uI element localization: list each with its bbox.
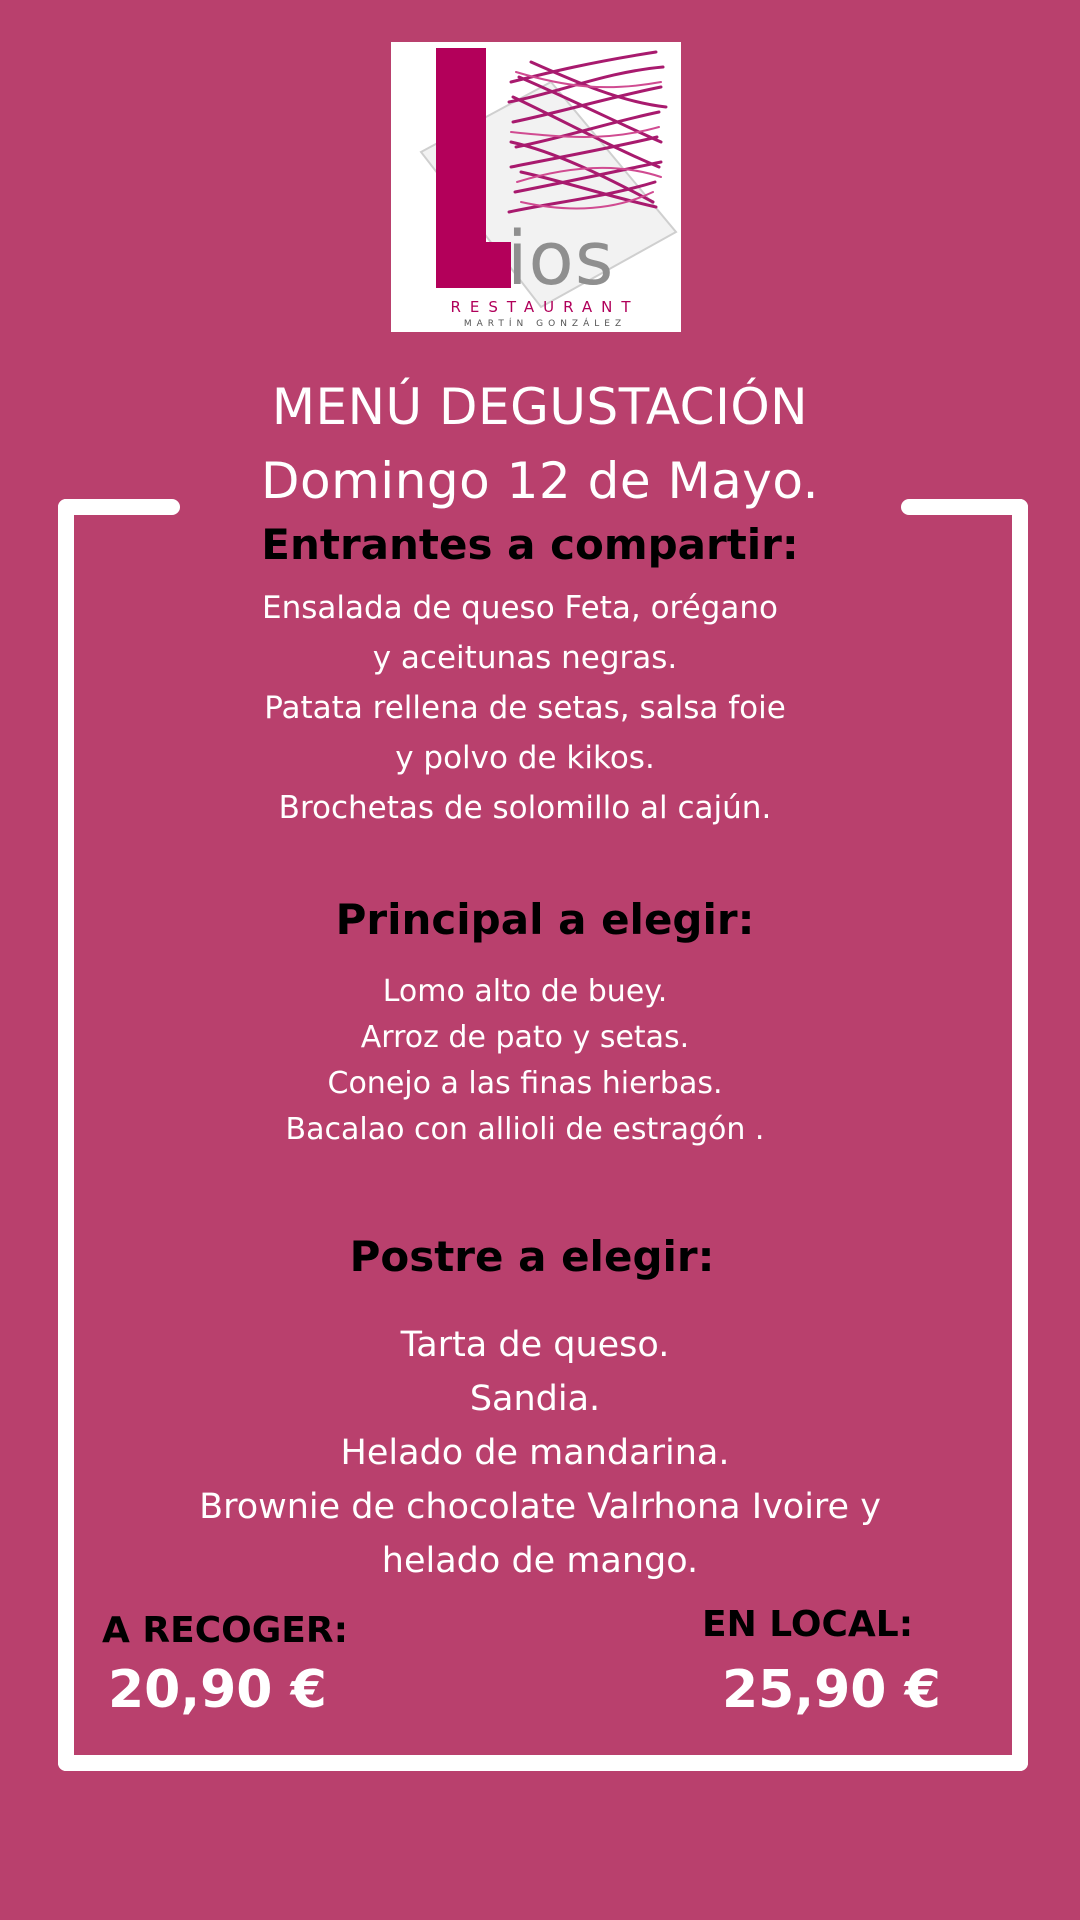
starter-line: Ensalada de queso Feta, orégano [262,590,778,626]
main-line: Arroz de pato y setas. [360,1020,690,1055]
starter-line: Brochetas de solomillo al cajún. [278,790,772,826]
main-line: Bacalao con allioli de estragón . [285,1112,765,1147]
starter-line: Patata rellena de setas, salsa foie [264,690,786,726]
dessert-line: helado de mango. [381,1541,699,1581]
starter-line: y polvo de kikos. [395,740,655,776]
logo-wordmark: ios [507,216,615,302]
main-line: Lomo alto de buey. [382,974,668,1009]
dessert-line: Helado de mandarina. [340,1433,730,1473]
main-line: Conejo a las finas hierbas. [327,1066,723,1101]
logo-subtitle: RESTAURANT [450,298,640,316]
pickup-label: A RECOGER: [102,1610,348,1651]
frame-bottom-edge [58,1755,1028,1771]
starters-heading: Entrantes a compartir: [261,520,799,569]
menu-title: MENÚ DEGUSTACIÓN [271,378,809,436]
pickup-price: 20,90 € [108,1660,327,1720]
dessert-line: Brownie de chocolate Valrhona Ivoire y [199,1487,881,1527]
dessert-line: Tarta de queso. [400,1325,670,1365]
mains-heading: Principal a elegir: [335,895,755,944]
menu-date: Domingo 12 de Mayo. [261,452,819,510]
logo-owner: MARTÍN GONZÁLEZ [463,319,627,329]
dessert-line: Sandia. [469,1379,601,1419]
starter-line: y aceitunas negras. [372,640,678,676]
local-price: 25,90 € [722,1660,941,1720]
local-label: EN LOCAL: [702,1604,914,1645]
restaurant-logo [391,42,681,332]
desserts-heading: Postre a elegir: [349,1232,715,1281]
